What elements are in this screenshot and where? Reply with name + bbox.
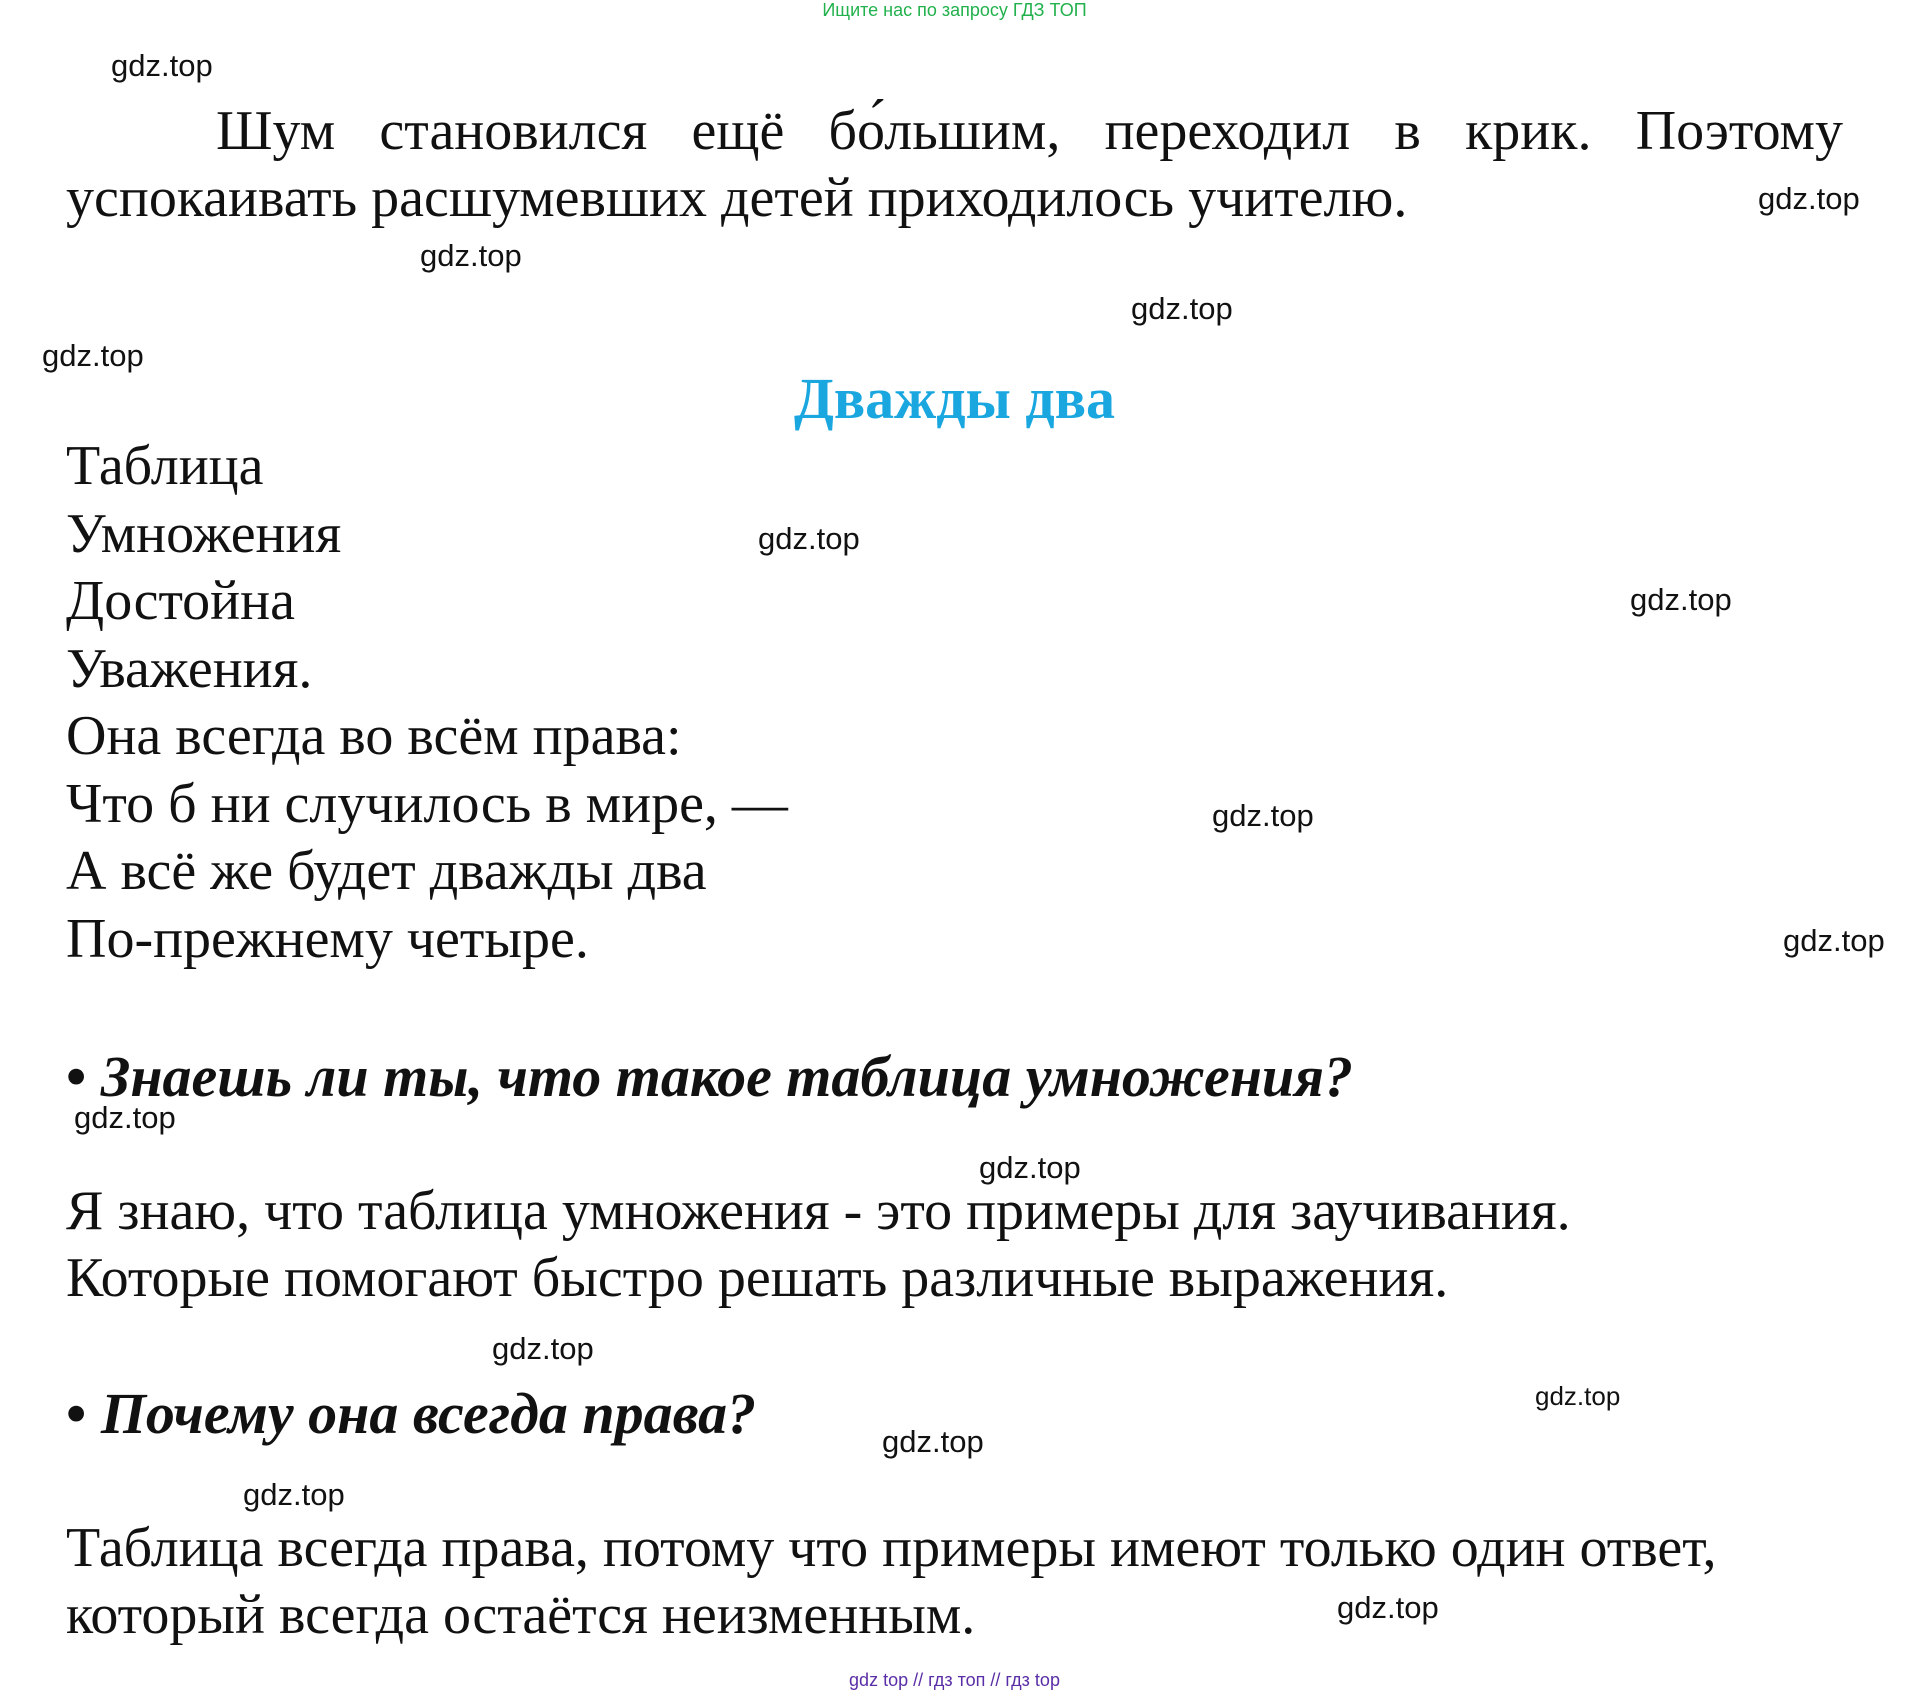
answer-line: который всегда остаётся неизменным.: [66, 1584, 976, 1646]
poem-line: Умножения: [66, 502, 342, 565]
poem-line: Она всегда во всём права:: [66, 705, 682, 767]
poem-line: Что б ни случилось в мире, —: [66, 772, 788, 835]
question-1: [66, 1043, 1353, 1110]
answer-2: [66, 1515, 1716, 1649]
watermark: gdz.top: [42, 338, 144, 373]
answer-line: Которые помогают быстро решать различные выражения.: [66, 1247, 1449, 1309]
intro-line-2: успокаивать расшумевших детей приходилось учителю.: [66, 167, 1408, 229]
watermark: gdz.top: [243, 1477, 345, 1512]
bullet-icon: •: [66, 1044, 87, 1109]
question-2: [66, 1380, 756, 1447]
watermark: gdz.top: [1337, 1590, 1439, 1625]
watermark: gdz.top: [111, 48, 213, 83]
watermark: gdz.top: [1212, 798, 1314, 833]
watermark: gdz.top: [1131, 291, 1233, 326]
watermark: gdz.top: [1535, 1381, 1621, 1411]
watermark: gdz.top: [492, 1331, 594, 1366]
watermark: gdz.top: [758, 521, 860, 556]
question-text: Почему она всегда права?: [100, 1381, 757, 1446]
watermark: gdz.top: [74, 1100, 176, 1135]
watermark: gdz.top: [1758, 181, 1860, 216]
footer-watermark: gdz top // гдз топ // гдз top: [849, 1670, 1060, 1690]
watermark: gdz.top: [1783, 923, 1885, 958]
intro-paragraph: [66, 98, 1843, 232]
watermark: gdz.top: [882, 1424, 984, 1459]
question-text: Знаешь ли ты, что такое таблица умножения?: [100, 1044, 1354, 1109]
poem-line: А всё же будет дважды два: [66, 840, 707, 902]
poem: [66, 433, 788, 973]
poem-line: По-прежнему четыре.: [66, 907, 589, 970]
answer-1: [66, 1178, 1571, 1312]
watermark: gdz.top: [979, 1150, 1081, 1185]
top-banner: Ищите нас по запросу ГДЗ ТОП: [822, 0, 1087, 20]
bullet-icon: •: [66, 1381, 87, 1446]
poem-line: Уважения.: [66, 637, 313, 700]
poem-line: Достойна: [66, 570, 295, 632]
poem-title: Дважды два: [793, 366, 1116, 431]
watermark: gdz.top: [1630, 582, 1732, 617]
poem-line: Таблица: [66, 435, 264, 497]
watermark: gdz.top: [420, 238, 522, 273]
answer-line: Таблица всегда права, потому что примеры имеют только один ответ,: [66, 1517, 1717, 1579]
intro-line-1: Шум становился ещё бо́льшим, переходил в крик. Поэтому: [216, 100, 1843, 162]
answer-line: Я знаю, что таблица умножения - это примеры для заучивания.: [66, 1180, 1571, 1242]
